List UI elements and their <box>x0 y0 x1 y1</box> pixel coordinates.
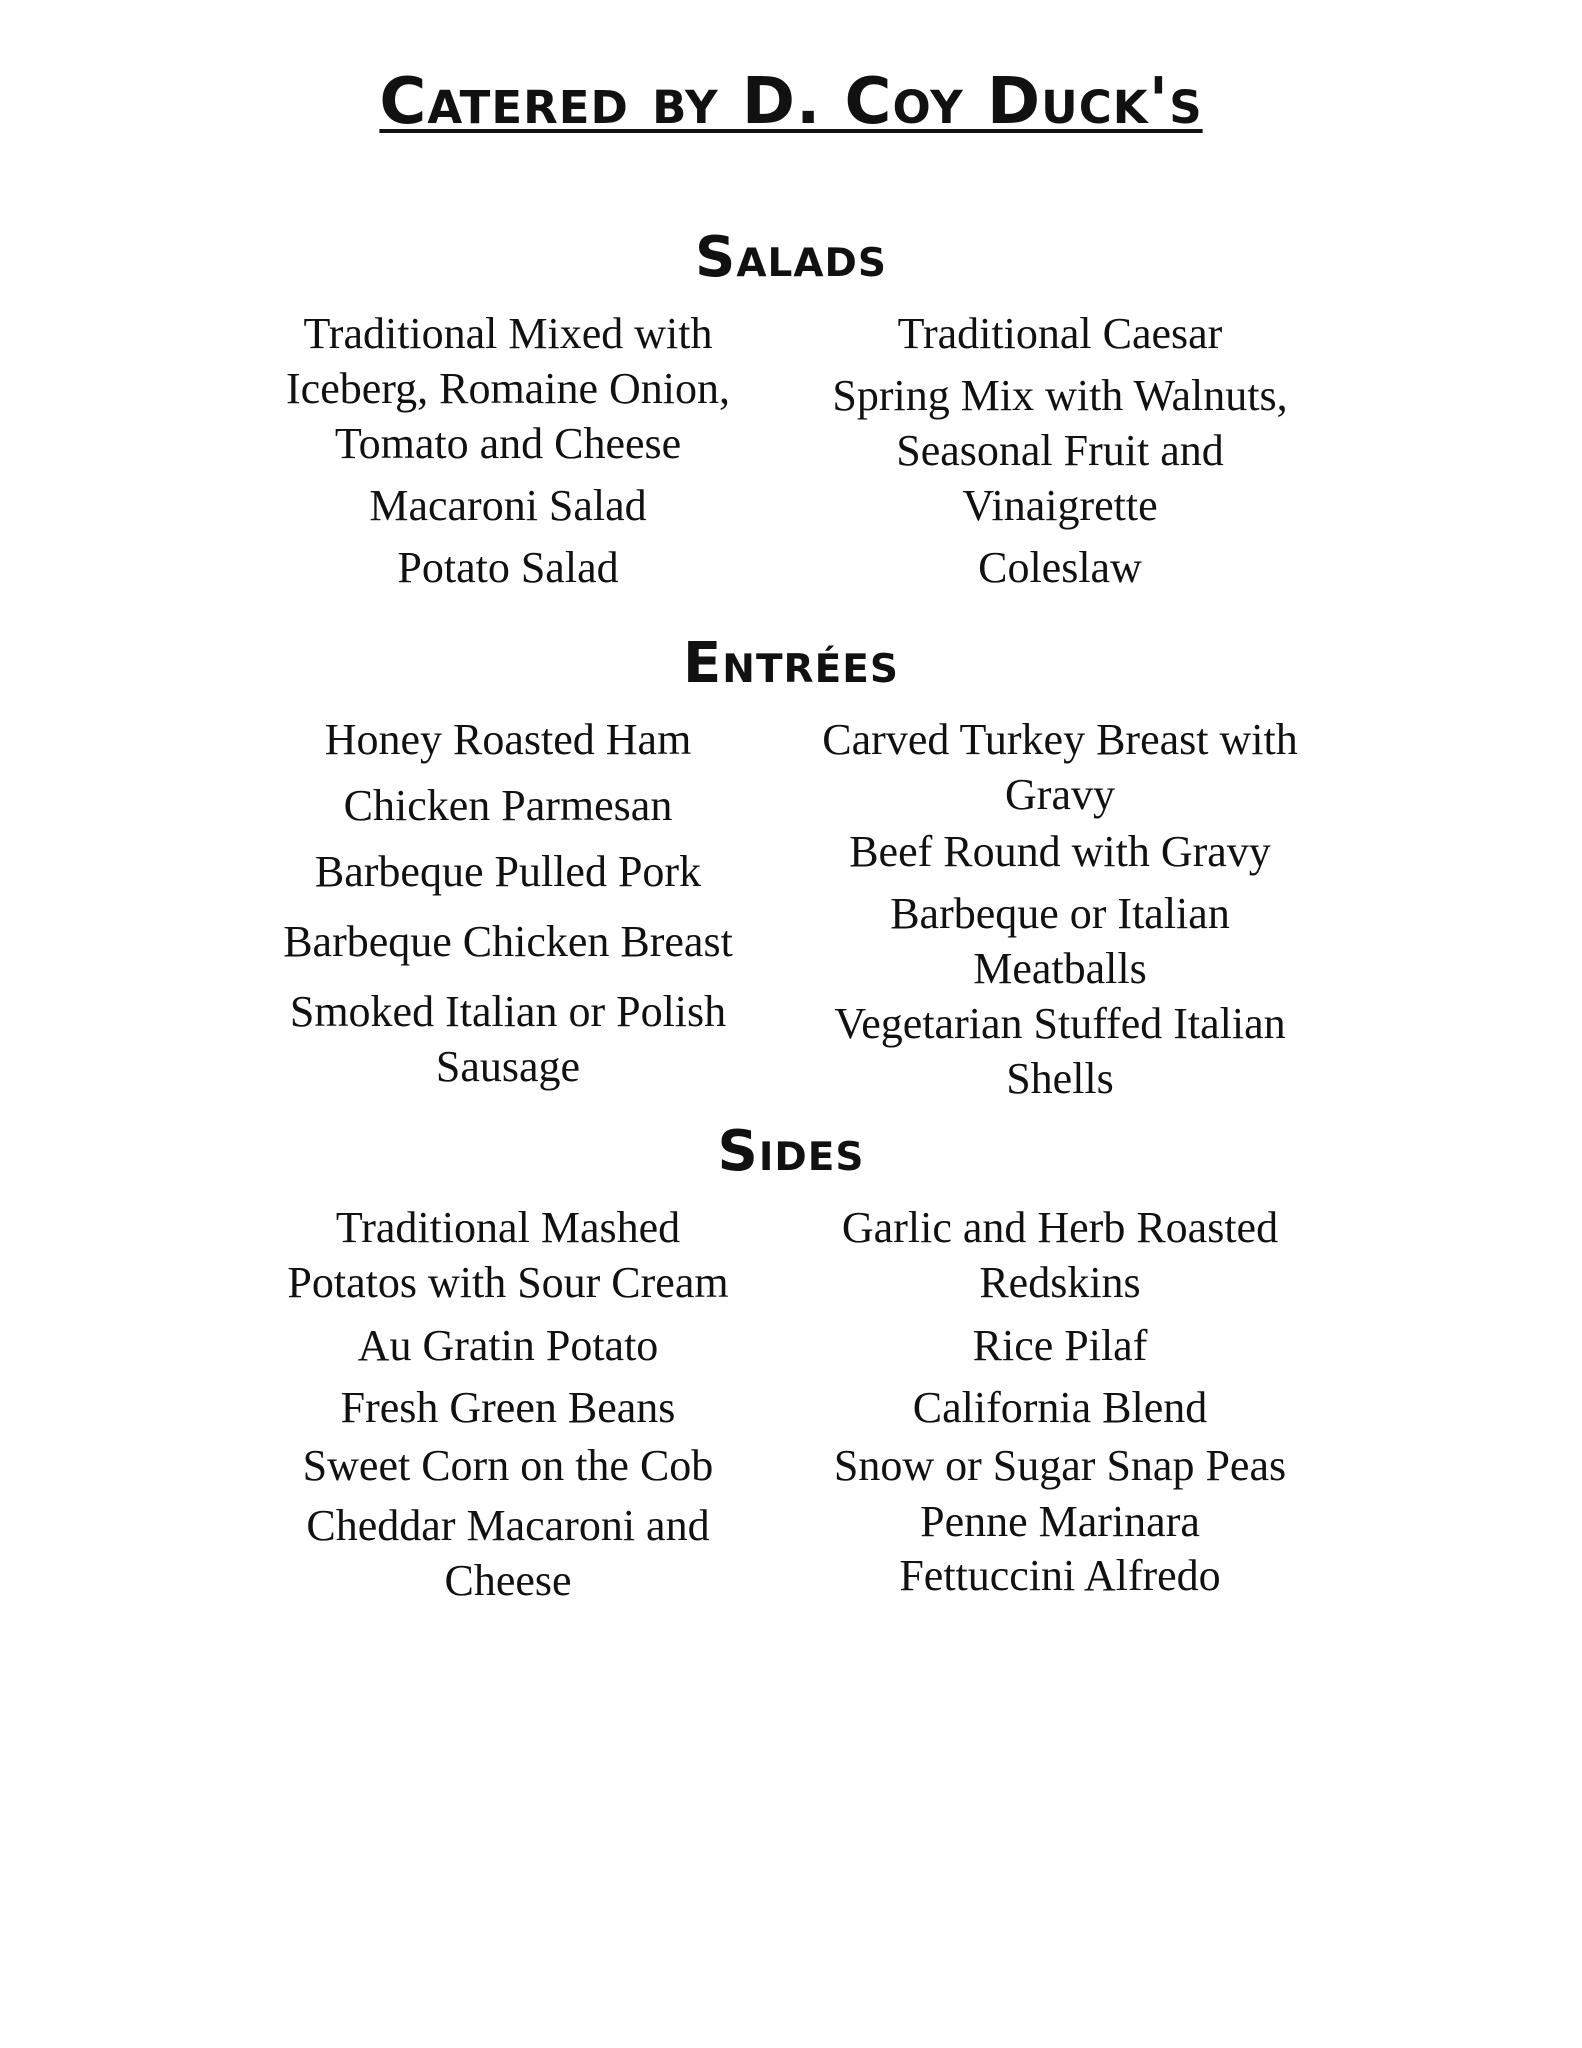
sides-heading: Sides <box>717 1119 865 1184</box>
entrees-left-item: Honey Roasted Ham <box>324 715 692 764</box>
entrees-right-item: Vegetarian Stuffed Italian Shells <box>834 999 1286 1103</box>
salads-heading: Salads <box>694 225 887 290</box>
sides-left-item: Au Gratin Potato <box>357 1321 659 1370</box>
sides-left-item: Cheddar Macaroni and Cheese <box>306 1501 710 1605</box>
entrees-left-item: Barbeque Chicken Breast <box>283 917 733 966</box>
entrees-left-item: Smoked Italian or Polish Sausage <box>289 987 727 1091</box>
entrees-right-item: Beef Round with Gravy <box>849 827 1271 876</box>
salads-left-item: Traditional Mixed with Iceberg, Romaine Onion, Tomato and Cheese <box>286 309 730 468</box>
entrees-left-item: Chicken Parmesan <box>343 781 673 830</box>
sides-left-item: Traditional Mashed Potatos with Sour Cream <box>287 1203 729 1307</box>
entrees-heading: Entrées <box>683 631 899 696</box>
sides-right-item: Fettuccini Alfredo <box>899 1551 1221 1600</box>
sides-right-item: California Blend <box>912 1383 1208 1432</box>
entrees-left-item: Barbeque Pulled Pork <box>314 847 702 896</box>
sides-left-item: Sweet Corn on the Cob <box>302 1441 714 1490</box>
salads-right-item: Spring Mix with Walnuts, Seasonal Fruit and Vinaigrette <box>832 371 1288 530</box>
salads-right-item: Coleslaw <box>978 543 1142 592</box>
salads-left-item: Macaroni Salad <box>369 481 647 530</box>
entrees-right-item: Carved Turkey Breast with Gravy <box>822 715 1298 819</box>
sides-right-item: Snow or Sugar Snap Peas <box>833 1441 1287 1490</box>
salads-right-item: Traditional Caesar <box>897 309 1223 358</box>
sides-left-item: Fresh Green Beans <box>340 1383 676 1432</box>
sides-right-item: Garlic and Herb Roasted Redskins <box>841 1203 1279 1307</box>
page-title: Catered by D. Coy Duck's <box>379 65 1203 139</box>
entrees-right-item: Barbeque or Italian Meatballs <box>890 889 1230 993</box>
sides-right-item: Penne Marinara <box>920 1497 1200 1546</box>
sides-right-item: Rice Pilaf <box>972 1321 1148 1370</box>
salads-left-item: Potato Salad <box>397 543 619 592</box>
